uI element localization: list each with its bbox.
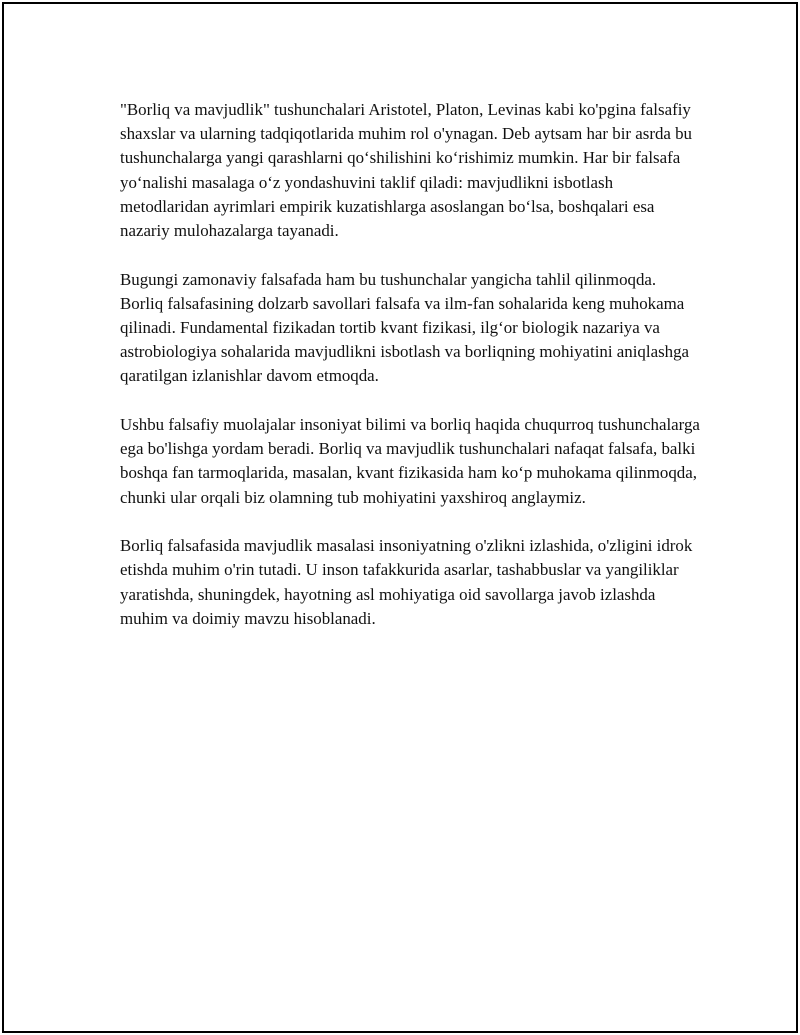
paragraph-2: Bugungi zamonaviy falsafada ham bu tushunchalar yangicha tahlil qilinmoqda. Borliq falsafasining dolzarb savollari falsafa va ilm-fan sohalarida keng muhokama qilinadi. Fundamental fizikadan tortib kvant fizikasi, ilg‘or biologik nazariya va astrobiologiya sohalarida mavjudlikni isbotlash va borliqning mohiyatini aniqlashga qaratilgan izlanishlar davom etmoqda. — [120, 269, 690, 386]
document-page — [2, 2, 798, 1033]
paragraph-4: Borliq falsafasida mavjudlik masalasi insoniyatning o'zlikni izlashida, o'zligini idrok etishda muhim o'rin tutadi. U inson tafakkurida asarlar, tashabbuslar va yangiliklar yaratishda, shuningdek, hayotning asl mohiyatiga oid savollarga javob izlashda muhim va doimiy mavzu hisoblanadi. — [120, 536, 693, 628]
paragraph-3: Ushbu falsafiy muolajalar insoniyat bilimi va borliq haqida chuqurroq tushunchalarga ega bo'lishga yordam beradi. Borliq va mavjudlik tushunchalari nafaqat falsafa, balki boshqa fan tarmoqlarida, masalan, kvant fizikasida ham ko‘p muhokama qilinmoqda, chunki ular orqali biz olamning tub mohiyatini yaxshiroq anglaymiz. — [120, 415, 700, 507]
paragraph-1: "Borliq va mavjudlik" tushunchalari Aristotel, Platon, Levinas kabi ko'pgina falsafiy shaxslar va ularning tadqiqotlarida muhim rol o'ynagan. Deb aytsam har bir asrda bu tushunchalarga yangi qarashlarni qo‘shilishini ko‘rishimiz mumkin. Har bir falsafa yo‘nalishi masalaga o‘z yondashuvini taklif qiladi: mavjudlikni isbotlash metodlaridan ayrimlari empirik kuzatishlarga asoslangan bo‘lsa, boshqalari esa nazariy mulohazalarga tayanadi. — [120, 100, 693, 241]
document-body — [120, 98, 700, 631]
